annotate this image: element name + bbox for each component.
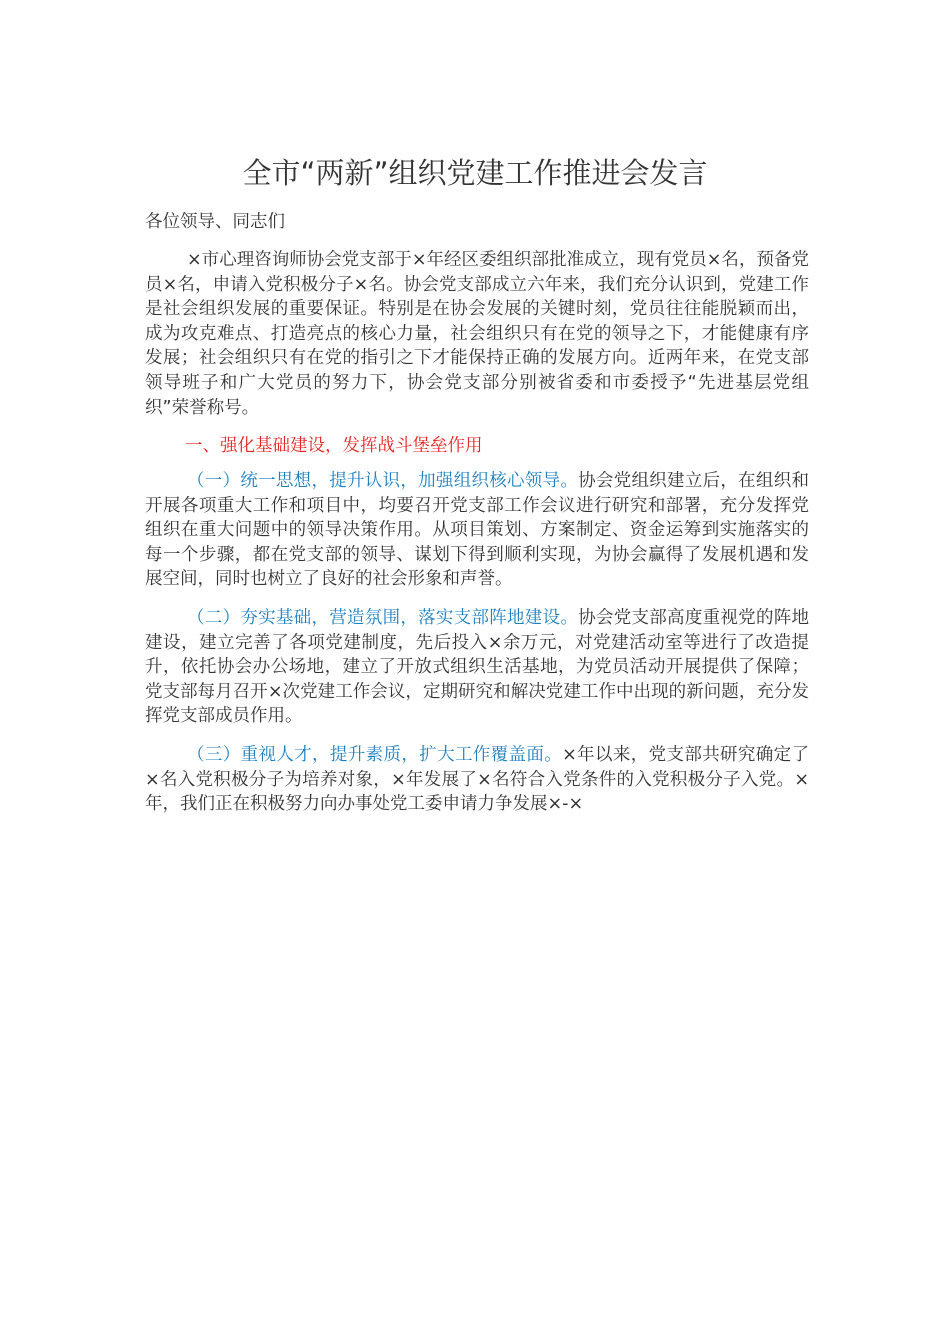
- paragraph-section-3: [145, 743, 809, 817]
- subheading-2: （二）夯实基础，营造氛围，落实支部阵地建设。: [187, 608, 579, 628]
- section-2-body: 协会党支部高度重视党的阵地建设，建立完善了各项党建制度，先后投入×余万元，对党建活动室等进行了改造提升，依托协会办公场地，建立了开放式组织生活基地，为党员活动开展提供了保障；党支部每月召开×次党建工作会议，定期研究和解决党建工作中出现的新问题，充分发挥党支部成员作用。: [145, 608, 810, 727]
- paragraph-intro: ×市心理咨询师协会党支部于×年经区委组织部批准成立，现有党员×名，预备党员×名，申请入党积极分子×名。协会党支部成立六年来，我们充分认识到，党建工作是社会组织发展的重要保证。特别是在协会发展的关键时刻，党员往往能脱颖而出，成为攻克难点、打造亮点的核心力量，社会组织只有在党的领导之下，才能健康有序发展；社会组织只有在党的指引之下才能保持正确的发展方向。近两年来，在党支部领导班子和广大党员的努力下，协会党支部分别被省委和市委授予“先进基层党组织”荣誉称号。: [145, 250, 809, 418]
- document-title: 全市“两新”组织党建工作推进会发言: [242, 156, 708, 190]
- salutation: 各位领导、同志们: [145, 212, 285, 232]
- section-heading-1: 一、强化基础建设，发挥战斗堡垒作用: [185, 436, 483, 456]
- section-1-body: 协会党组织建立后，在组织和开展各项重大工作和项目中，均要召开党支部工作会议进行研究和部署，充分发挥党组织在重大问题中的领导决策作用。从项目策划、方案制定、资金运筹到实施落实的每一个步骤，都在党支部的领导、谋划下得到顺利实现，为协会赢得了发展机遇和发展空间，同时也树立了良好的社会形象和声誉。: [145, 471, 810, 590]
- paragraph-section-2: [145, 606, 809, 729]
- subheading-1: （一）统一思想，提升认识，加强组织核心领导。: [187, 471, 579, 491]
- paragraph-section-1: [145, 469, 809, 592]
- section-3-body: ×年以来，党支部共研究确定了×名入党积极分子为培养对象，×年发展了×名符合入党条件的入党积极分子入党。×年，我们正在积极努力向办事处党工委申请力争发展×-×: [145, 745, 810, 815]
- subheading-3: （三）重视人才，提升素质，扩大工作覆盖面。: [187, 745, 563, 765]
